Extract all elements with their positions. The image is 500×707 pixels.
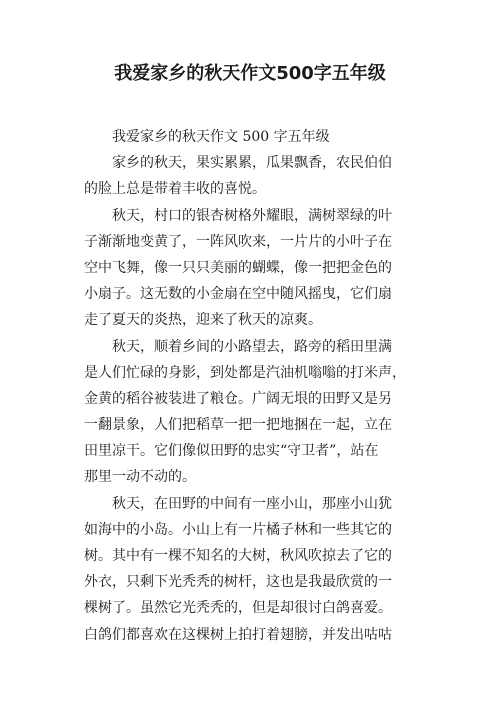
text-line: 棵树了。虽然它光秃秃的，但是却很讨白鸽喜爱。 xyxy=(84,600,392,617)
text-line: 我爱家乡的秋天作文 500 字五年级 xyxy=(112,129,330,145)
text-line: 田里凉干。它们像似田野的忠实“守卫者”，站在 xyxy=(84,443,379,460)
text-line: 走了夏天的炎热，迎来了秋天的凉爽。 xyxy=(84,312,322,329)
text-line: 秋天，顺着乡间的小路望去，路旁的稻田里满 xyxy=(112,338,392,355)
text-line: 白鸽们都喜欢在这棵树上拍打着翅膀，并发出咕咕 xyxy=(84,626,392,643)
article-body xyxy=(84,124,418,648)
text-line: 一翻景象，人们把稻草一把一把地捆在一起，立在 xyxy=(84,417,392,434)
text-line: 是人们忙碌的身影，到处都是汽油机嗡嗡的打米声， xyxy=(84,364,406,381)
text-line: 树。其中有一棵不知名的大树，秋风吹掠去了它的 xyxy=(84,548,392,564)
text-line: 秋天，村口的银杏树格外耀眼，满树翠绿的叶 xyxy=(112,207,392,224)
page-title: 我爱家乡的秋天作文500字五年级 xyxy=(114,63,386,84)
text-line: 如海中的小岛。小山上有一片橘子林和一些其它的 xyxy=(84,521,392,538)
text-line: 金黄的稻谷被装进了粮仓。广阔无垠的田野又是另 xyxy=(84,390,392,407)
text-line: 子渐渐地变黄了，一阵风吹来，一片片的小叶子在 xyxy=(84,233,392,250)
text-line: 空中飞舞，像一只只美丽的蝴蝶，像一把把金色的 xyxy=(84,259,392,276)
text-line: 小扇子。这无数的小金扇在空中随风摇曳，它们扇 xyxy=(84,286,392,303)
text-line: 的脸上总是带着丰收的喜悦。 xyxy=(84,181,266,198)
text-line: 外衣，只剩下光秃秃的树杆，这也是我最欣赏的一 xyxy=(84,574,392,591)
text-line: 家乡的秋天，果实累累，瓜果飘香，农民伯伯 xyxy=(112,155,392,172)
text-line: 秋天，在田野的中间有一座小山，那座小山犹 xyxy=(112,495,392,512)
text-line: 那里一动不动的。 xyxy=(84,469,196,486)
